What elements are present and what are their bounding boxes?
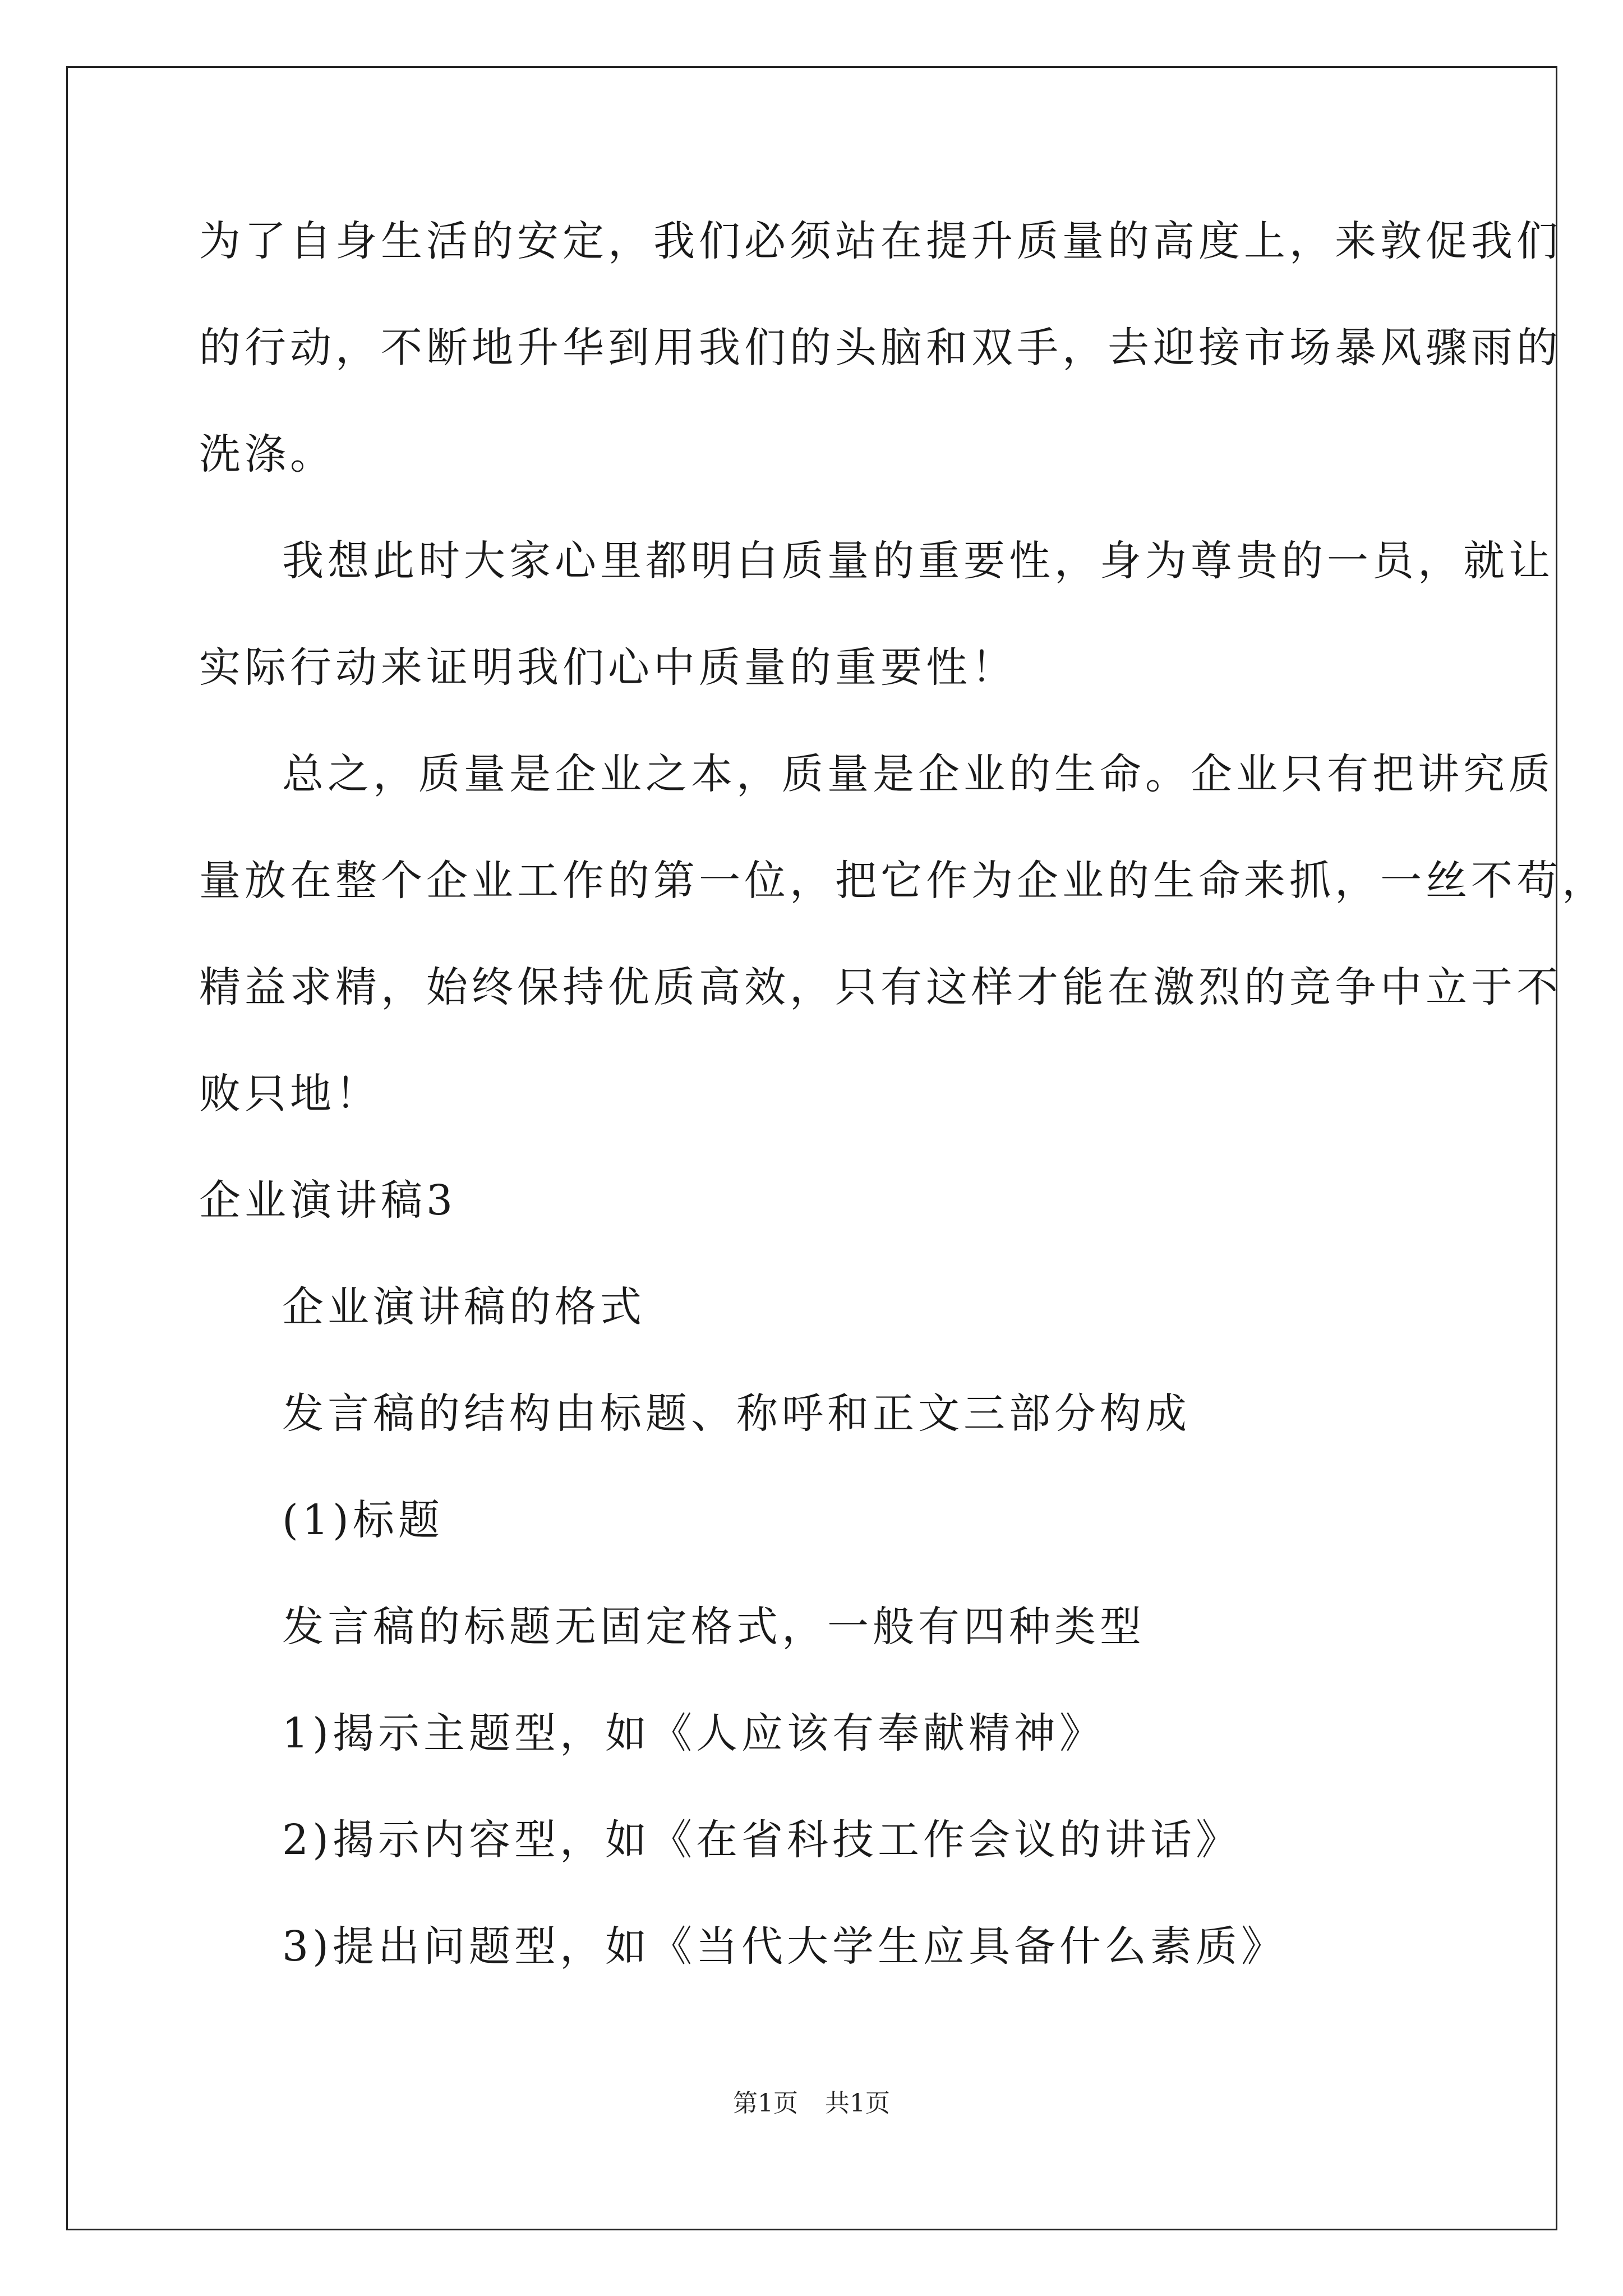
page-border xyxy=(66,66,1557,2230)
paragraph-line: 实际行动来证明我们心中质量的重要性！ xyxy=(199,643,1017,692)
paragraph-line: 量放在整个企业工作的第一位，把它作为企业的生命来抓，一丝不苟， xyxy=(199,857,1607,905)
list-item: 2)揭示内容型，如《在省科技工作会议的讲话》 xyxy=(282,1816,1241,1864)
paragraph-line: 总之，质量是企业之本，质量是企业的生命。企业只有把讲究质 xyxy=(282,750,1554,798)
paragraph-line: 精益求精，始终保持优质高效，只有这样才能在激烈的竞争中立于不 xyxy=(199,963,1562,1011)
paragraph-line: 洗涤。 xyxy=(199,430,335,478)
paragraph-line: 为了自身生活的安定，我们必须站在提升质量的高度上，来敦促我们 xyxy=(199,217,1562,265)
paragraph-line: 我想此时大家心里都明白质量的重要性，身为尊贵的一员，就让 xyxy=(282,537,1554,585)
page-number: 第1页 xyxy=(733,2089,798,2118)
paragraph-line: 发言稿的标题无固定格式，一般有四种类型 xyxy=(282,1603,1145,1651)
paragraph-line: (1)标题 xyxy=(282,1496,444,1544)
paragraph-line: 败只地！ xyxy=(199,1070,381,1118)
section-heading: 企业演讲稿3 xyxy=(199,1176,457,1225)
page-total: 共1页 xyxy=(825,2089,890,2118)
list-item: 3)提出问题型，如《当代大学生应具备什么素质》 xyxy=(282,1922,1287,1971)
paragraph-line: 企业演讲稿的格式 xyxy=(282,1283,645,1331)
paragraph-line: 发言稿的结构由标题、称呼和正文三部分构成 xyxy=(282,1389,1191,1438)
paragraph-line: 的行动，不断地升华到用我们的头脑和双手，去迎接市场暴风骤雨的 xyxy=(199,324,1562,372)
page-footer xyxy=(0,2087,1623,2120)
list-item: 1)揭示主题型，如《人应该有奉献精神》 xyxy=(282,1709,1105,1757)
